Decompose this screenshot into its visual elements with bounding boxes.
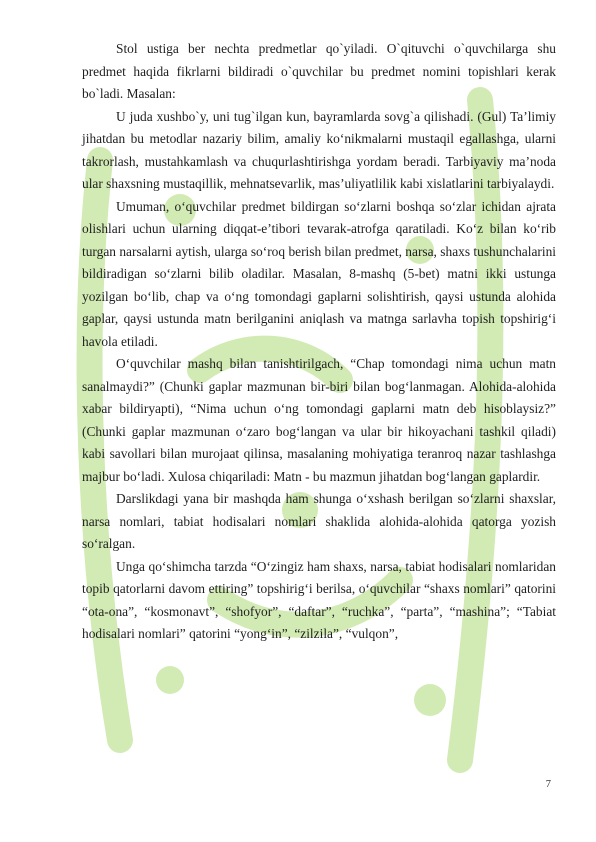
paragraph-2: U juda xushbo`y, uni tug`ilgan kun, bayramlarda sovg`a qilishadi. (Gul) Ta’limiy jihatdan bu metodlar nazariy bilim, amaliy ko‘nikmalarni mustaqil egallashga, ularni takrorlash, mustahkamlash va chuqurlashtirishga yordam beradi. Tarbiyaviy ma’noda ular shaxsning mustaqillik, mehnatsevarlik, mas’uliyatlilik kabi xislatlarini tarbiyalaydi. (82, 108, 556, 191)
page-number: 7 (545, 779, 551, 790)
paragraph-3: Umuman, o‘quvchilar predmet bildirgan so‘zlarni boshqa so‘zlar ichidan ajrata olishlari uchun ularning diqqat-e’tibori tevarak-atrofga qaratiladi. Ko‘z bilan ko‘rib turgan narsalarni aytish, ularga so‘roq berish bilan predmet, narsa, shaxs tushunchalarini bildiradigan so‘zlarni bilib oladilar. Masalan, 8-mashq (5-bet) matni ikki ustunga yozilgan bo‘lib, chap va o‘ng tomondagi gaplarni solishtirish, qaysi ustunda alohida gaplar, qaysi ustunda matn berilganini aniqlash va matnga sarlavha topish topshirig‘i havola etiladi. (82, 198, 556, 349)
paragraph-6: Unga qo‘shimcha tarzda “O‘zingiz ham shaxs, narsa, tabiat hodisalari nomlaridan topib qatorlarni davom ettiring” topshirig‘i berilsa, o‘quvchilar “shaxs nomlari” qatorini “ota-ona”, “kosmonavt”, “shofyor”, “daftar”, “ruchka”, “parta”, “mashina”; “Tabiat hodisalari nomlari” qatorini “yong‘in”, “zilzila”, “vulqon”, (82, 558, 556, 641)
paragraph-4: O‘quvchilar mashq bilan tanishtirilgach, “Chap tomondagi nima uchun matn sanalmaydi?” (Chunki gaplar mazmunan bir-biri bilan bog‘lanmagan. Alohida-alohida xabar bildiryapti), “Nima uchun o‘ng tomondagi gaplarni matn deb hisoblaysiz?” (Chunki gaplar mazmunan o‘zaro bog‘langan va ular bir hikoyachani tashkil qiladi) kabi savollari bilan murojaat qilinsa, masalaning mohiyatiga teranroq nazar tashlashga majbur bo‘ladi. Xulosa chiqariladi: Matn - bu mazmun jihatdan bog‘langan gaplardir. (82, 356, 556, 484)
paragraph-5: Darslikdagi yana bir mashqda ham shunga o‘xshash berilgan so‘zlarni shaxslar, narsa nomlari, tabiat hodisalari nomlari shaklida alohida-alohida qatorga yozish so‘ralgan. (82, 491, 556, 551)
body-text (82, 38, 556, 646)
paragraph-1: Stol ustiga ber nechta predmetlar qo`yiladi. O`qituvchi o`quvchilarga shu predmet haqida fikrlarni bildiradi o`quvchilar bu predmet nomini topishlari kerak bo`ladi. Masalan: (82, 41, 556, 101)
